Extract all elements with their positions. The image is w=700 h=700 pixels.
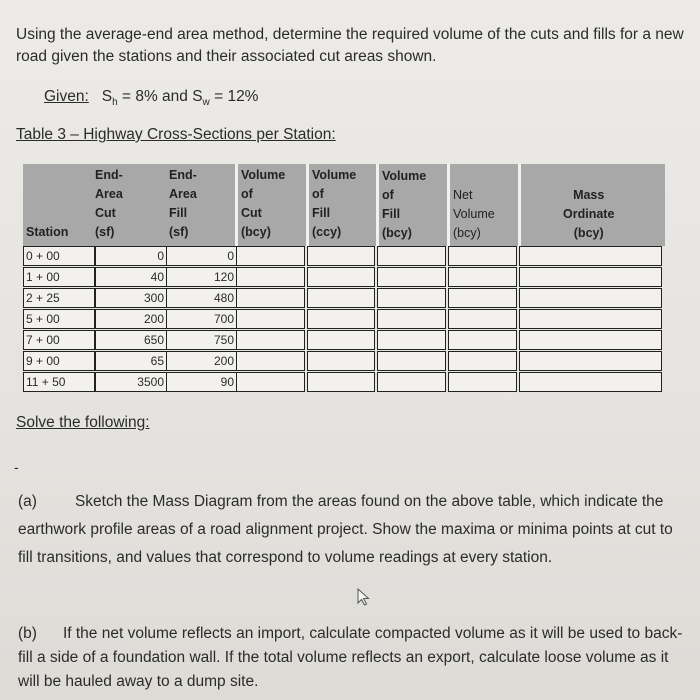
header-line: End- [95, 168, 123, 182]
end-area-cut-cell: 40 [95, 267, 167, 287]
end-area-cut-cell: 300 [95, 288, 167, 308]
question-a-label: (a) [18, 493, 37, 510]
sw-value: = 12% [209, 88, 259, 105]
table-row [23, 330, 665, 350]
volume-fill-bcy-cell [377, 246, 446, 266]
header-line: (ccy) [312, 225, 342, 239]
stray-dash: - [14, 459, 19, 475]
header-mass-ordinate [563, 186, 614, 243]
station-cell: 5 + 00 [23, 309, 95, 329]
station-cell: 0 + 00 [23, 246, 95, 266]
volume-fill-bcy-cell [377, 267, 446, 287]
volume-cut-cell [236, 330, 305, 350]
net-volume-cell [448, 267, 517, 287]
mass-ordinate-cell [519, 351, 662, 371]
header-line: Ordinate [563, 207, 615, 221]
volume-cut-cell [236, 351, 305, 371]
question-a [18, 488, 688, 572]
volume-fill-ccy-cell [307, 288, 375, 308]
volume-fill-bcy-cell [377, 372, 446, 392]
mass-ordinate-cell [519, 246, 662, 266]
header-line: Fill [169, 206, 188, 220]
header-line: Cut [95, 206, 116, 220]
end-area-cut-cell: 3500 [95, 372, 167, 392]
header-line: Cut [241, 206, 262, 220]
table-row [23, 309, 665, 329]
table-row [23, 246, 665, 266]
header-divider [447, 164, 450, 246]
sw-variable: S [192, 88, 203, 105]
volume-cut-cell [236, 309, 305, 329]
table-row [23, 351, 665, 371]
sh-variable: S [101, 88, 113, 105]
end-area-cut-cell: 65 [95, 351, 167, 371]
mass-ordinate-cell [519, 288, 662, 308]
end-area-fill-cell: 90 [166, 372, 237, 392]
station-cell: 2 + 25 [23, 288, 95, 308]
end-area-fill-cell: 200 [166, 351, 237, 371]
header-line: (bcy) [453, 226, 481, 240]
header-line: of [241, 187, 253, 201]
end-area-fill-cell: 120 [166, 267, 237, 287]
header-divider [235, 164, 238, 246]
net-volume-cell [448, 309, 517, 329]
header-divider [306, 164, 309, 246]
header-line: Area [169, 187, 197, 201]
header-line: (bcy) [382, 226, 412, 240]
question-b [18, 622, 688, 694]
volume-fill-bcy-cell [377, 309, 446, 329]
net-volume-cell [448, 351, 517, 371]
solve-heading: Solve the following: [16, 414, 150, 431]
header-line: End- [169, 168, 197, 182]
mass-ordinate-cell [519, 267, 662, 287]
question-b-text: If the net volume reflects an import, calculate compacted volume as it will be used to back-fill a side of a foundation wall. If the total volume reflects an export, calculate loose volume as it will be hauled away to a dump site. [18, 625, 683, 690]
header-line: Volume [382, 169, 427, 183]
end-area-fill-cell: 750 [166, 330, 237, 350]
given-values [44, 86, 258, 114]
station-cell: 11 + 50 [23, 372, 95, 392]
given-label: Given: [44, 88, 89, 105]
question-a-text: Sketch the Mass Diagram from the areas found on the above table, which indicate the earthwork profile areas of a road alignment project. Show the maxima or minima points at cut to fill transitions, and values that correspond to volume readings at every station. [18, 493, 673, 566]
header-line: of [382, 188, 394, 202]
header-line: Mass [573, 188, 605, 202]
table-row [23, 267, 665, 287]
header-end-area-fill [169, 166, 197, 242]
problem-statement: Using the average-end area method, determine the required volume of the cuts and fills for a new road given the stations and their associated cut areas shown. [16, 26, 684, 65]
end-area-cut-cell: 0 [95, 246, 167, 266]
header-line: Net [453, 188, 473, 202]
table-row [23, 288, 665, 308]
volume-fill-bcy-cell [377, 330, 446, 350]
header-line: (sf) [169, 225, 189, 239]
mass-ordinate-cell [519, 330, 662, 350]
volume-cut-cell [236, 372, 305, 392]
end-area-fill-cell: 0 [166, 246, 237, 266]
net-volume-cell [448, 246, 517, 266]
header-net-volume [453, 186, 495, 243]
header-line: Volume [453, 207, 495, 221]
net-volume-cell [448, 330, 517, 350]
end-area-fill-cell: 700 [166, 309, 237, 329]
header-line: (sf) [95, 225, 115, 239]
volume-fill-ccy-cell [307, 351, 375, 371]
sh-value: = 8% and [117, 88, 193, 105]
header-line: Fill [312, 206, 331, 220]
volume-fill-bcy-cell [377, 351, 446, 371]
header-line: (bcy) [573, 226, 604, 240]
volume-cut-cell [236, 267, 305, 287]
header-line: Area [95, 187, 123, 201]
header-line: of [312, 187, 324, 201]
question-b-label: (b) [18, 625, 37, 642]
volume-cut-cell [236, 246, 305, 266]
sh-subscript: h [112, 97, 118, 109]
volume-fill-ccy-cell [307, 246, 375, 266]
net-volume-cell [448, 288, 517, 308]
header-divider [518, 164, 521, 246]
station-cell: 7 + 00 [23, 330, 95, 350]
mass-ordinate-cell [519, 309, 662, 329]
volume-fill-ccy-cell [307, 372, 375, 392]
station-cell: 9 + 00 [23, 351, 95, 371]
mouse-pointer-icon [356, 587, 372, 607]
header-station [26, 223, 68, 242]
volume-fill-ccy-cell [307, 267, 375, 287]
header-line: (bcy) [241, 225, 271, 239]
volume-fill-ccy-cell [307, 309, 375, 329]
sw-subscript: w [202, 97, 210, 109]
header-volume-fill-bcy [382, 167, 426, 243]
net-volume-cell [448, 372, 517, 392]
header-volume-cut [241, 166, 285, 242]
end-area-cut-cell: 650 [95, 330, 167, 350]
header-divider [376, 164, 379, 246]
table-row [23, 372, 665, 392]
header-end-area-cut [95, 166, 123, 242]
end-area-cut-cell: 200 [95, 309, 167, 329]
table-header [23, 164, 665, 246]
header-volume-fill-ccy [312, 166, 356, 242]
volume-cut-cell [236, 288, 305, 308]
header-line: Fill [382, 207, 401, 221]
station-cell: 1 + 00 [23, 267, 95, 287]
mass-ordinate-cell [519, 372, 662, 392]
volume-fill-ccy-cell [307, 330, 375, 350]
table-caption: Table 3 – Highway Cross-Sections per Station: [16, 126, 336, 143]
header-line: Station [26, 225, 69, 239]
end-area-fill-cell: 480 [166, 288, 237, 308]
header-line: Volume [312, 168, 357, 182]
volume-fill-bcy-cell [377, 288, 446, 308]
header-line: Volume [241, 168, 286, 182]
